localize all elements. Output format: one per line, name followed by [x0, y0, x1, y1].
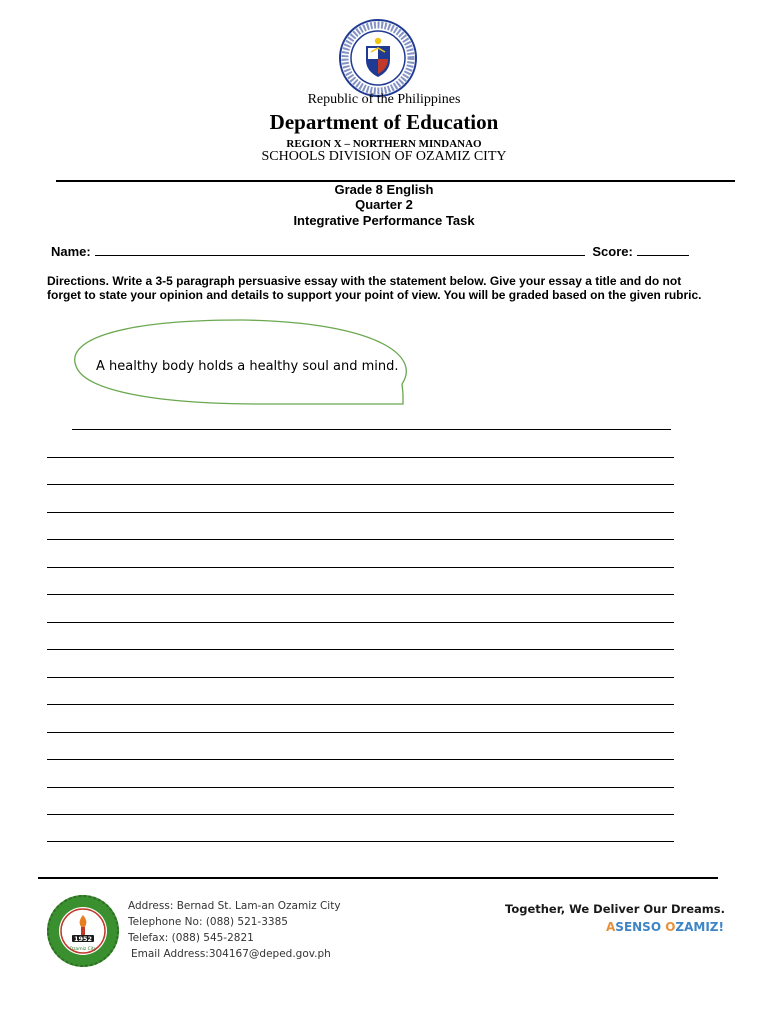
writing-line[interactable]	[47, 622, 674, 623]
writing-line[interactable]	[47, 484, 674, 485]
deped-seal-logo	[338, 18, 418, 98]
republic-heading: Republic of the Philippines	[307, 92, 461, 107]
task-title: Integrative Performance Task	[293, 213, 475, 228]
slogan-zamiz: ZAMIZ!	[675, 920, 724, 934]
school-seal-logo	[45, 893, 121, 969]
writing-line[interactable]	[47, 814, 674, 815]
directions-text: Directions. Write a 3-5 paragraph persuasive essay with the statement below. Give your essay a title and do not forget to state your opinion and details to support your point of view. You will be graded based on the given rubric.	[47, 274, 702, 302]
logo-city: Ozamiz City	[69, 947, 97, 952]
quarter-label: Quarter 2	[355, 197, 413, 212]
name-score-row	[51, 243, 689, 259]
name-label: Name:	[51, 244, 91, 259]
score-blank-field[interactable]	[637, 243, 689, 256]
title-writing-line[interactable]	[72, 429, 671, 430]
division-heading: SCHOOLS DIVISION OF OZAMIZ CITY	[261, 149, 507, 164]
writing-line[interactable]	[47, 787, 674, 788]
slogan-o: O	[665, 920, 676, 934]
writing-line[interactable]	[47, 732, 674, 733]
writing-line[interactable]	[47, 759, 674, 760]
region-heading: REGION X – NORTHERN MINDANAO	[286, 138, 482, 150]
writing-line[interactable]	[47, 539, 674, 540]
essay-statement: A healthy body holds a healthy soul and mind.	[96, 359, 399, 374]
writing-line[interactable]	[47, 841, 674, 842]
footer-telefax: Telefax: (088) 545-2821	[128, 932, 254, 944]
writing-line[interactable]	[47, 594, 674, 595]
writing-line[interactable]	[47, 512, 674, 513]
writing-line[interactable]	[47, 704, 674, 705]
writing-line[interactable]	[47, 457, 674, 458]
footer-address: Address: Bernad St. Lam-an Ozamiz City	[128, 900, 341, 912]
department-title: Department of Education	[269, 110, 499, 134]
writing-line[interactable]	[47, 649, 674, 650]
footer-telephone: Telephone No: (088) 521-3385	[128, 916, 288, 928]
asenso-ozamiz-slogan	[606, 920, 724, 934]
footer-email: Email Address:304167@deped.gov.ph	[131, 948, 331, 960]
footer-divider	[38, 877, 718, 879]
score-label: Score:	[592, 244, 633, 259]
logo-year: 1952	[73, 935, 93, 943]
name-blank-field[interactable]	[95, 243, 585, 256]
slogan-senso: SENSO	[615, 920, 666, 934]
slogan-a: A	[606, 920, 616, 934]
footer-tagline: Together, We Deliver Our Dreams.	[505, 902, 725, 916]
grade-subject: Grade 8 English	[334, 182, 434, 197]
writing-line[interactable]	[47, 677, 674, 678]
writing-line[interactable]	[47, 567, 674, 568]
